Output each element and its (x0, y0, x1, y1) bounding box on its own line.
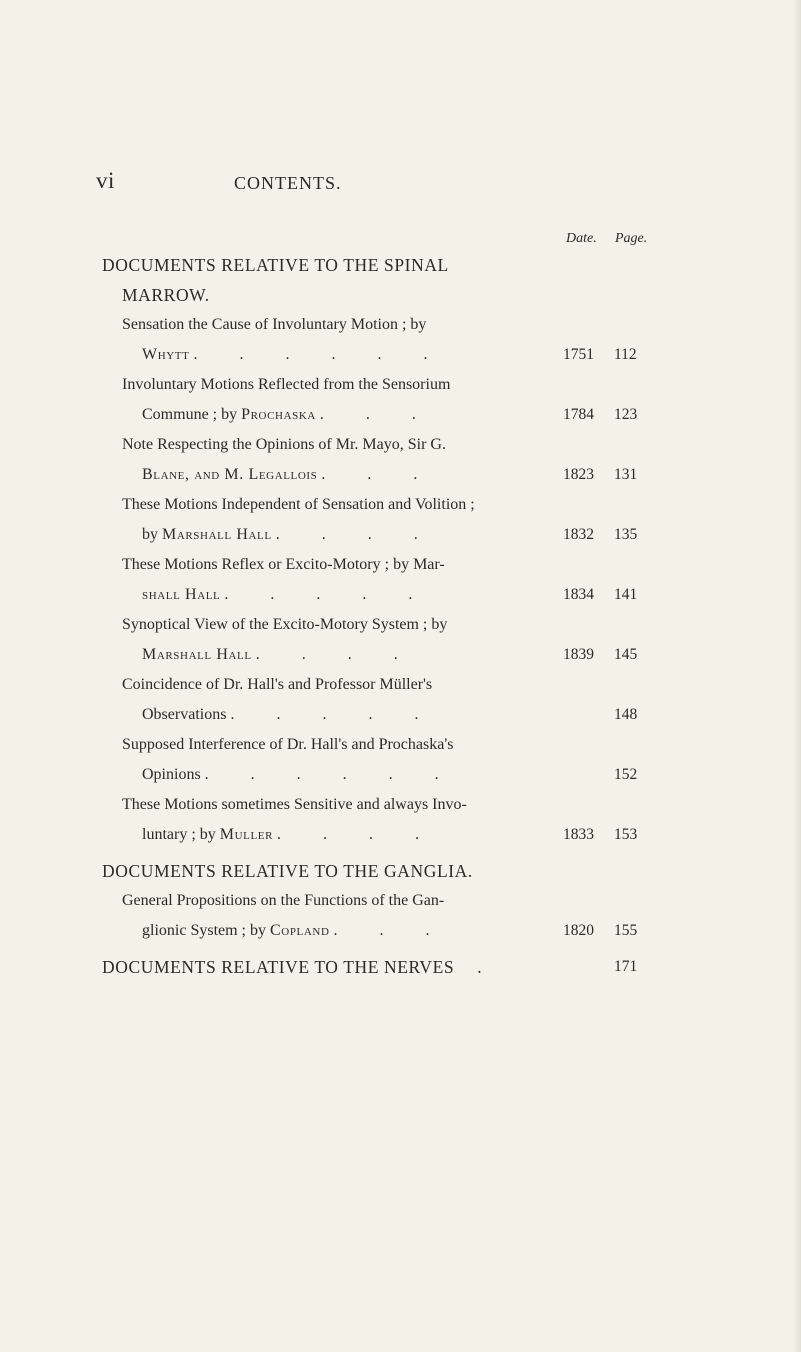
author-name: Blane, and M. Legallois (142, 466, 318, 483)
entry-title: These Motions Reflex or Excito-Motory ; by Mar- (122, 556, 445, 573)
dot-leaders: . (477, 957, 501, 977)
entry-title-continuation (102, 460, 722, 490)
entry-title-continuation (102, 760, 722, 790)
contents-entry[interactable] (102, 310, 722, 370)
entry-title: These Motions Independent of Sensation and Volition ; (122, 496, 475, 513)
entry-page: 171 (614, 958, 638, 975)
dot-leaders: . . . . . . (193, 346, 447, 363)
running-head: CONTENTS. (234, 173, 342, 193)
section-title (102, 856, 722, 886)
author-name: shall Hall (142, 586, 221, 603)
entry-date: 1833 (563, 826, 594, 843)
section-title-line: DOCUMENTS RELATIVE TO THE GANGLIA. (102, 861, 473, 881)
entry-date: 1784 (563, 406, 594, 423)
entry-page: 112 (614, 346, 637, 363)
entry-page: 123 (614, 406, 638, 423)
contents-entry[interactable] (102, 550, 722, 610)
entry-date: 1832 (563, 526, 594, 543)
page-column-heading: Page. (615, 231, 648, 246)
entry-title-continuation (102, 820, 722, 850)
section-title (102, 952, 722, 982)
entry-text: luntary ; by (142, 826, 220, 843)
entry-date: 1751 (563, 346, 594, 363)
entry-title-continuation (102, 640, 722, 670)
author-name: Copland (270, 922, 330, 939)
contents-entry[interactable] (102, 430, 722, 490)
entry-page: 145 (614, 646, 638, 663)
author-name: Marshall Hall (142, 646, 252, 663)
dot-leaders: . . . (333, 922, 449, 939)
section-spinal-marrow (102, 250, 722, 850)
entry-title: Sensation the Cause of Involuntary Motion ; by (122, 316, 427, 333)
entry-title-continuation (102, 916, 722, 946)
entry-title: Note Respecting the Opinions of Mr. Mayo, Sir G. (122, 436, 446, 453)
entry-title: Supposed Interference of Dr. Hall's and Prochaska's (122, 736, 454, 753)
entry-title-continuation (102, 340, 722, 370)
entry-title: Synoptical View of the Excito-Motory System ; by (122, 616, 448, 633)
entry-page: 148 (614, 706, 638, 723)
entry-date: 1823 (563, 466, 594, 483)
entry-page: 141 (614, 586, 638, 603)
contents-entry (102, 952, 722, 982)
entry-title: These Motions sometimes Sensitive and always Invo- (122, 796, 467, 813)
entry-title-continuation (102, 580, 722, 610)
entry-page: 152 (614, 766, 638, 783)
entry-title: General Propositions on the Functions of the Gan- (122, 892, 445, 909)
entry-page: 131 (614, 466, 638, 483)
entry-text: glionic System ; by (142, 922, 270, 939)
entry-page: 155 (614, 922, 638, 939)
entry-text: Observations (142, 706, 227, 723)
dot-leaders: . . . . . . (204, 766, 458, 783)
dot-leaders: . . . (321, 466, 437, 483)
entry-date: 1834 (563, 586, 594, 603)
entry-text: by (142, 526, 162, 543)
entry-date: 1839 (563, 646, 594, 663)
dot-leaders: . . . (319, 406, 435, 423)
entry-text: Commune ; by (142, 406, 242, 423)
contents-entry[interactable] (102, 670, 722, 730)
author-name: Muller (219, 826, 274, 843)
section-title-line: DOCUMENTS RELATIVE TO THE NERVES (102, 957, 455, 977)
dot-leaders: . . . . . (230, 706, 438, 723)
dot-leaders: . . . . (275, 526, 437, 543)
page-header (96, 168, 706, 200)
page-edge-shadow (793, 0, 801, 1352)
section-title-line: DOCUMENTS RELATIVE TO THE SPINAL (102, 255, 449, 275)
entry-page: 153 (614, 826, 638, 843)
contents-entry[interactable] (102, 490, 722, 550)
entry-title-continuation (102, 400, 722, 430)
contents-entry[interactable] (102, 886, 722, 946)
contents-entry[interactable] (102, 730, 722, 790)
contents-entry[interactable] (102, 610, 722, 670)
author-name: Whytt (142, 346, 190, 363)
section-title (102, 250, 722, 310)
dot-leaders: . . . . . (224, 586, 432, 603)
entry-title: Involuntary Motions Reflected from the Sensorium (122, 376, 451, 393)
section-nerves[interactable] (102, 952, 722, 982)
section-title-continuation: MARROW. (122, 285, 210, 305)
entry-text: Opinions (142, 766, 201, 783)
entry-title-continuation (102, 700, 722, 730)
dot-leaders: . . . . (277, 826, 439, 843)
author-name: Marshall Hall (162, 526, 272, 543)
contents-entry[interactable] (102, 370, 722, 430)
entry-title-continuation (102, 520, 722, 550)
dot-leaders: . . . . (255, 646, 417, 663)
date-column-heading: Date. (566, 231, 597, 246)
section-ganglia (102, 856, 722, 946)
contents-entry[interactable] (102, 790, 722, 850)
entry-title: Coincidence of Dr. Hall's and Professor Müller's (122, 676, 433, 693)
entry-page: 135 (614, 526, 638, 543)
page-number: vi (96, 168, 115, 193)
author-name: Prochaska (241, 406, 316, 423)
entry-date: 1820 (563, 922, 594, 939)
